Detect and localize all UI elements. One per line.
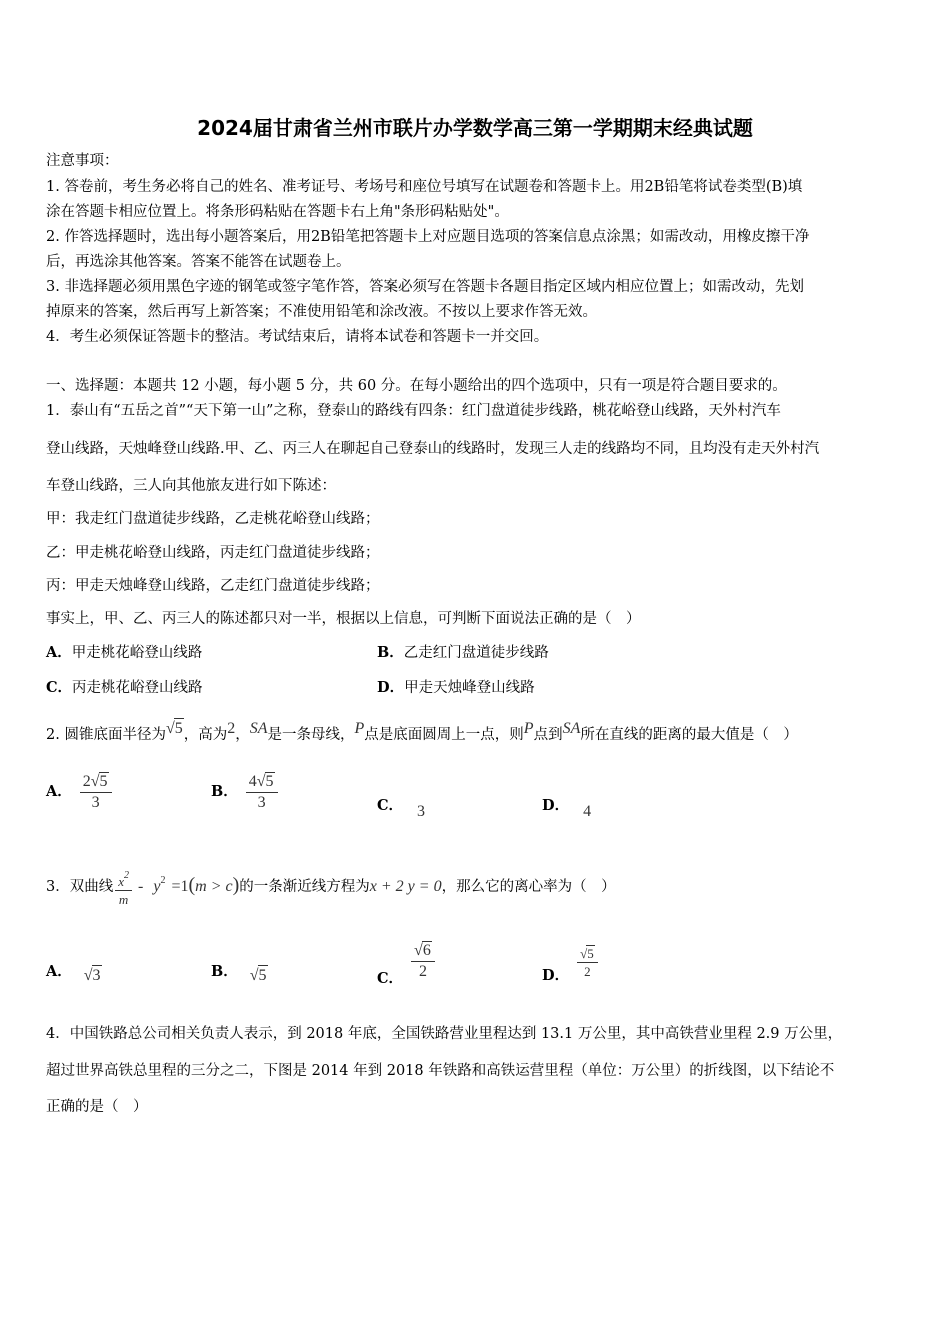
exponent: 2 <box>160 875 166 886</box>
q2-text: 所在直线的距离的最大值是（ ） <box>580 727 798 743</box>
sqrt-expression: √5 <box>580 946 594 961</box>
radicand: 5 <box>265 773 274 790</box>
option-label: C． <box>377 970 404 987</box>
numerator <box>577 945 598 963</box>
q3-option-d <box>542 945 598 986</box>
denominator: 3 <box>257 794 266 811</box>
q2-option-a <box>46 772 112 812</box>
option-value: 4 <box>583 803 592 820</box>
page-title: 2024届甘肃省兰州市联片办学数学高三第一学期期末经典试题 <box>197 116 753 140</box>
q2-option-b <box>211 772 278 812</box>
condition: m > c <box>195 878 233 895</box>
q1-option-c <box>46 678 203 698</box>
q3-text: 的一条渐近线方程为 <box>239 879 370 895</box>
notice-line: 4．考生必须保证答题卡的整洁。考试结束后，请将本试卷和答题卡一并交回。 <box>46 329 549 345</box>
sqrt-expression: √6 <box>414 942 431 959</box>
coefficient: 2 <box>82 773 91 790</box>
q3-option-c <box>377 941 435 989</box>
option-label: D． <box>542 967 570 984</box>
question-2-text <box>46 718 798 745</box>
notice-line: 3. 非选择题必须用黑色字迹的钢笔或签字笔作答，答案必须写在答题卡各题目指定区域内相应位置上；如需改动，先划 <box>46 279 804 295</box>
denominator: 3 <box>91 794 100 811</box>
fraction <box>80 772 112 812</box>
q2-text: 是一条母线， <box>267 727 355 743</box>
numerator <box>80 772 112 793</box>
question-4-text: 超过世界高铁总里程的三分之二，下图是 2014 年到 2018 年铁路和高铁运营里程（单位：万公里）的折线图，以下结论不 <box>46 1063 835 1079</box>
q2-text: 2. 圆锥底面半径为 <box>46 727 166 743</box>
variable-y: y <box>153 878 161 895</box>
equals-one: =1 <box>171 878 189 895</box>
q3-text: ，那么它的离心率为（ ） <box>441 879 616 895</box>
notice-line: 2. 作答选择题时，选出每小题答案后，用2B铅笔把答题卡上对应题目选项的答案信息点涂黑；如需改动，用橡皮擦干净 <box>46 229 810 245</box>
question-4-text: 正确的是（ ） <box>46 1099 148 1115</box>
q2-option-c <box>377 796 425 822</box>
exponent: 2 <box>124 869 130 881</box>
radicand: 5 <box>99 773 108 790</box>
q1-option-a <box>46 643 202 663</box>
generatrix-symbol: SA <box>249 720 268 737</box>
option-value: 3 <box>417 803 426 820</box>
fraction <box>577 945 598 979</box>
sqrt-expression: √3 <box>83 967 101 984</box>
question-3-text <box>46 861 616 907</box>
denominator: 2 <box>584 964 591 979</box>
option-label: B． <box>211 783 238 800</box>
option-label: D． <box>542 797 570 814</box>
question-1-text: 登山线路，天烛峰登山线路.甲、乙、丙三人在聊起自己登泰山的线路时，发现三人走的线路均不同，且均没有走天外村汽 <box>46 441 820 457</box>
q1-option-b <box>377 643 549 663</box>
coefficient: 4 <box>248 773 257 790</box>
section-heading: 一、选择题：本题共 12 小题，每小题 5 分，共 60 分。在每小题给出的四个选项中，只有一项是符合题目要求的。 <box>46 378 787 394</box>
q3-option-a <box>46 962 102 986</box>
sqrt-expression: √5 <box>249 967 267 984</box>
q2-text: 点是底面圆周上一点，则 <box>364 727 524 743</box>
numerator <box>411 941 435 962</box>
question-1-prompt: 事实上，甲、乙、丙三人的陈述都只对一半，根据以上信息，可判断下面说法正确的是（ ） <box>46 611 641 627</box>
q1-option-d <box>377 678 535 698</box>
notice-heading: 注意事项： <box>46 153 119 169</box>
variable-x: x <box>118 873 125 889</box>
notice-line: 涂在答题卡相应位置上。将条形码粘贴在答题卡右上角"条形码粘贴处"。 <box>46 204 509 220</box>
q2-option-d <box>542 796 591 822</box>
statement-yi: 乙：甲走桃花峪登山线路，丙走红门盘道徒步线路； <box>46 545 380 561</box>
notice-line: 掉原来的答案，然后再写上新答案；不准使用铅笔和涂改液。不按以上要求作答无效。 <box>46 304 597 320</box>
option-label: C． <box>377 797 404 814</box>
option-text: 甲走桃花峪登山线路 <box>71 645 203 661</box>
option-label: D． <box>377 679 405 696</box>
statement-jia: 甲：我走红门盘道徒步线路，乙走桃花峪登山线路； <box>46 511 380 527</box>
option-label: B． <box>211 963 238 980</box>
radicand: 5 <box>258 967 267 984</box>
option-text: 乙走红门盘道徒步线路 <box>403 645 549 661</box>
generatrix-symbol: SA <box>562 720 581 737</box>
option-label: C． <box>46 679 73 696</box>
q2-text: 点到 <box>533 727 563 743</box>
radicand: 5 <box>174 720 183 737</box>
paren-close: ) <box>232 874 240 896</box>
option-label: A． <box>46 783 72 800</box>
statement-bing: 丙：甲走天烛峰登山线路，乙走红门盘道徒步线路； <box>46 578 380 594</box>
sqrt-expression: √5 <box>90 773 108 790</box>
option-label: B． <box>377 644 404 661</box>
notice-line: 后，再选涂其他答案。答案不能答在试题卷上。 <box>46 254 351 270</box>
sqrt-expression: √5 <box>165 720 183 737</box>
radicand: 5 <box>587 946 594 961</box>
q3-option-b <box>211 962 268 986</box>
question-1-text: 1．泰山有“五岳之首”“天下第一山”之称，登泰山的路线有四条：红门盘道徒步线路，桃花峪登山线路，天外村汽车 <box>46 403 781 419</box>
question-1-text: 车登山线路，三人向其他旅友进行如下陈述： <box>46 478 336 494</box>
option-label: A． <box>46 963 72 980</box>
numerator <box>246 772 278 793</box>
denominator: 2 <box>418 963 427 980</box>
q3-text: 3．双曲线 <box>46 879 114 895</box>
option-text: 丙走桃花峪登山线路 <box>72 680 203 696</box>
minus-sign: - <box>138 878 144 895</box>
option-label: A． <box>46 644 72 661</box>
fraction <box>411 941 435 981</box>
radicand: 6 <box>422 942 431 959</box>
point-symbol: P <box>354 720 365 737</box>
denominator: m <box>118 891 129 907</box>
q2-text: ， <box>235 727 250 743</box>
fraction <box>246 772 278 812</box>
numerator <box>115 868 132 891</box>
point-symbol: P <box>523 720 534 737</box>
asymptote-equation: x + 2 y = 0 <box>369 878 442 895</box>
option-text: 甲走天烛峰登山线路 <box>404 680 535 696</box>
sqrt-expression: √5 <box>256 773 274 790</box>
question-4-text: 4．中国铁路总公司相关负责人表示，到 2018 年底，全国铁路营业里程达到 13.1 万公里，其中高铁营业里程 2.9 万公里， <box>46 1026 843 1042</box>
height-value: 2 <box>227 720 236 737</box>
q2-text: ，高为 <box>183 727 228 743</box>
radicand: 3 <box>92 967 101 984</box>
notice-line: 1. 答卷前，考生务必将自己的姓名、准考证号、考场号和座位号填写在试题卷和答题卡上。用2B铅笔将试卷类型(B)填 <box>46 179 803 195</box>
fraction <box>115 868 132 907</box>
paren-open: ( <box>188 874 196 896</box>
